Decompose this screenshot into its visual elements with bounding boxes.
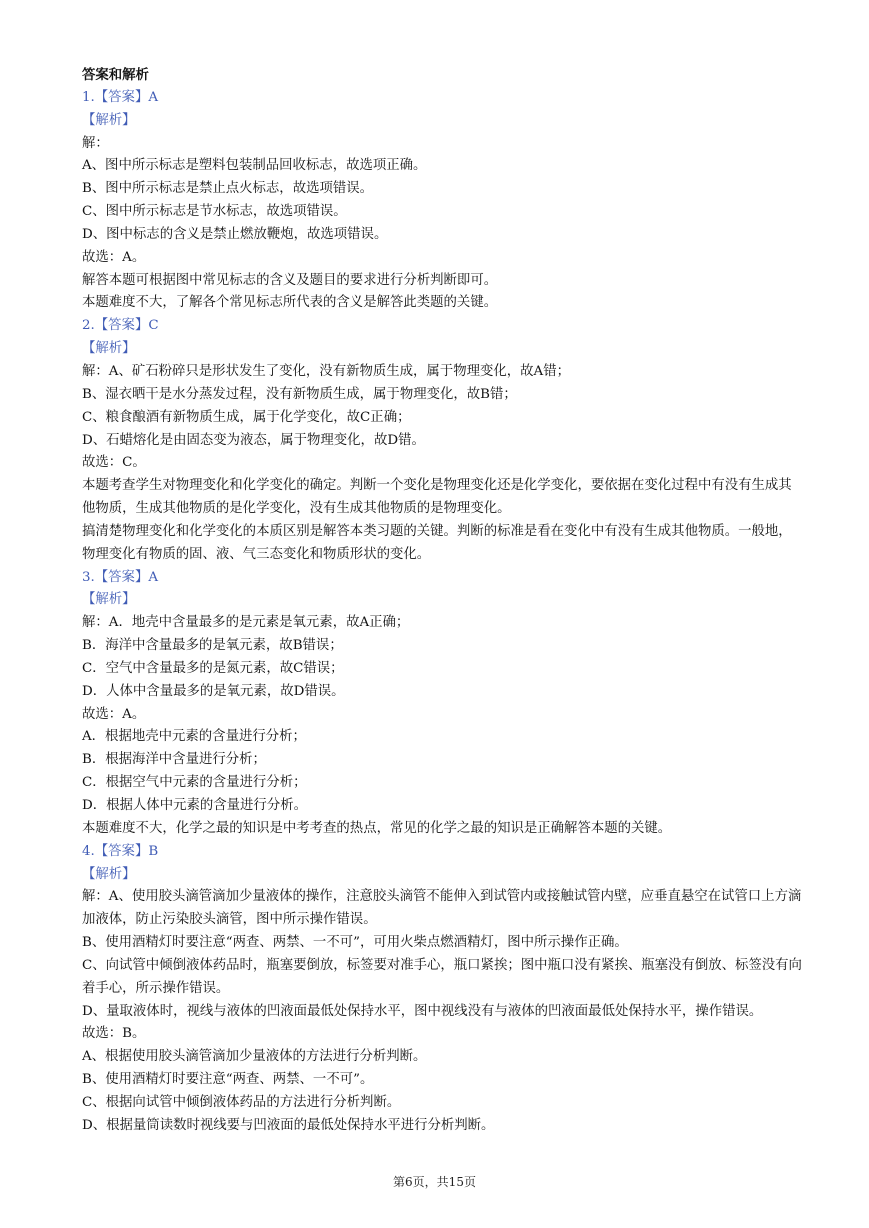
- q4-line: 故选：B。: [82, 1026, 146, 1042]
- q4-line: C、根据向试管中倾倒液体药品的方法进行分析判断。: [82, 1094, 401, 1110]
- q1-line: B、图中所示标志是禁止点火标志，故选项错误。: [82, 181, 374, 197]
- q3-line: B．海洋中含量最多的是氧元素，故B错误；: [82, 638, 343, 654]
- q3-line: 故选：A。: [82, 706, 146, 722]
- q2-line: 故选：C。: [82, 455, 146, 471]
- q3-analysis-label: 【解析】: [82, 592, 136, 608]
- q2-line: 本题考查学生对物理变化和化学变化的确定。判断一个变化是物理变化还是化学变化，要依据在变化过程中有没有生成其他物质，生成其他物质的是化学变化，没有生成其他物质的是物理变化。: [82, 478, 792, 517]
- page-number: 第6页，共15页: [393, 1175, 476, 1189]
- q4-answer: 4.【答案】B: [82, 843, 159, 859]
- q1-line: D、图中标志的含义是禁止燃放鞭炮，故选项错误。: [82, 226, 388, 242]
- q4-line: 解：A、使用胶头滴管滴加少量液体的操作，注意胶头滴管不能伸入到试管内或接触试管内壁，应垂直悬空在试管口上方滴加液体，防止污染胶头滴管，图中所示操作错误。: [82, 889, 802, 928]
- q3-line: 解：A．地壳中含量最多的是元素是氧元素，故A正确；: [82, 615, 410, 631]
- q4-line: A、根据使用胶头滴管滴加少量液体的方法进行分析判断。: [82, 1049, 427, 1065]
- q3-line: A．根据地壳中元素的含量进行分析；: [82, 729, 306, 745]
- q3-answer: 3.【答案】A: [82, 569, 159, 585]
- q4-line: B、使用酒精灯时要注意“两查、两禁、一不可”。: [82, 1072, 374, 1088]
- q2-analysis-label: 【解析】: [82, 341, 136, 357]
- q3-line: D．人体中含量最多的是氧元素，故D错误。: [82, 683, 345, 699]
- q1-analysis-label: 【解析】: [82, 112, 136, 128]
- q1-answer: 1.【答案】A: [82, 89, 159, 105]
- q2-answer: 2.【答案】C: [82, 318, 159, 334]
- q4-analysis-label: 【解析】: [82, 866, 136, 882]
- document-title: 答案和解析: [82, 67, 149, 83]
- q1-line: 解答本题可根据图中常见标志的含义及题目的要求进行分析判断即可。: [82, 272, 498, 288]
- q2-line: B、湿衣晒干是水分蒸发过程，没有新物质生成，属于物理变化，故B错；: [82, 386, 517, 402]
- q3-line: C．空气中含量最多的是氮元素，故C错误；: [82, 660, 344, 676]
- q1-line: 故选：A。: [82, 249, 146, 265]
- q4-line: B、使用酒精灯时要注意“两查、两禁、一不可”，可用火柴点燃酒精灯，图中所示操作正确。: [82, 935, 628, 951]
- q2-line: D、石蜡熔化是由固态变为液态，属于物理变化，故D错。: [82, 432, 425, 448]
- q3-line: D．根据人体中元素的含量进行分析。: [82, 798, 307, 813]
- q2-line: 搞清楚物理变化和化学变化的本质区别是解答本类习题的关键。判断的标准是看在变化中有没有生成其他物质。一般地，物理变化有物质的固、液、气三态变化和物质形状的变化。: [82, 523, 792, 562]
- q1-line: A、图中所示标志是塑料包装制品回收标志，故选项正确。: [82, 158, 427, 174]
- q2-line: 解：A、矿石粉碎只是形状发生了变化，没有新物质生成，属于物理变化，故A错；: [82, 363, 571, 379]
- q1-line: 解：: [82, 135, 109, 151]
- q2-line: C、粮食酿酒有新物质生成，属于化学变化，故C正确；: [82, 409, 411, 425]
- answer-document: [82, 64, 802, 1138]
- q3-line: C．根据空气中元素的含量进行分析；: [82, 775, 307, 791]
- q1-line: 本题难度不大，了解各个常见标志所代表的含义是解答此类题的关键。: [82, 295, 498, 311]
- q3-line: 本题难度不大，化学之最的知识是中考考查的热点，常见的化学之最的知识是正确解答本题的关键。: [82, 820, 672, 836]
- q4-line: D、根据量筒读数时视线要与凹液面的最低处保持水平进行分析判断。: [82, 1117, 495, 1133]
- q3-line: B．根据海洋中含量进行分析；: [82, 752, 266, 768]
- q1-line: C、图中所示标志是节水标志，故选项错误。: [82, 204, 347, 220]
- q4-line: C、向试管中倾倒液体药品时，瓶塞要倒放，标签要对准手心，瓶口紧挨；图中瓶口没有紧挨、瓶塞没有倒放、标签没有向着手心，所示操作错误。: [82, 957, 802, 996]
- q4-line: D、量取液体时，视线与液体的凹液面最低处保持水平，图中视线没有与液体的凹液面最低处保持水平，操作错误。: [82, 1003, 763, 1019]
